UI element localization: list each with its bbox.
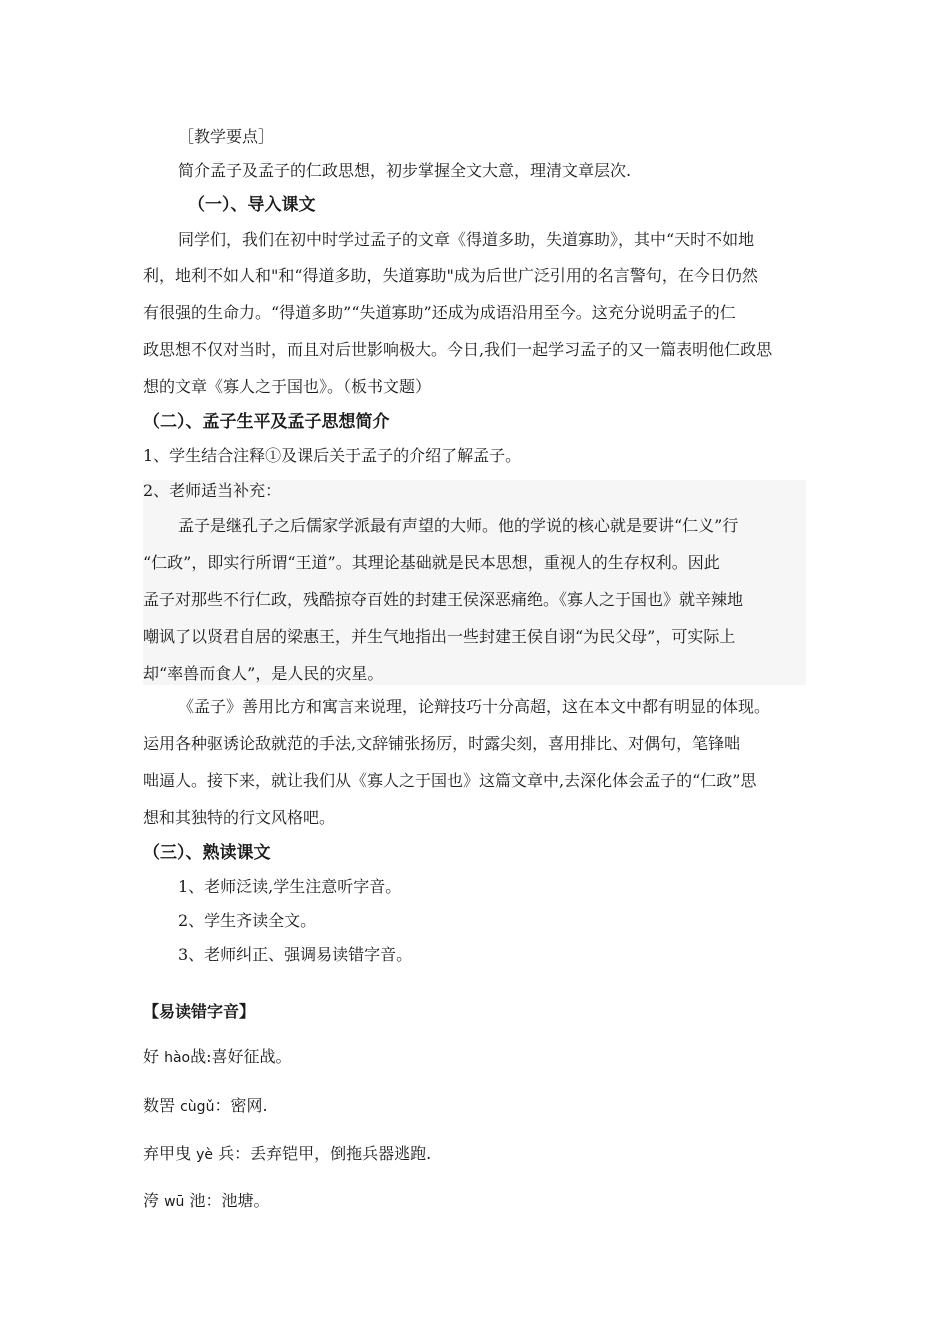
section2-item2: 2、老师适当补充： — [143, 481, 282, 500]
pronunciation-entry — [143, 1143, 431, 1166]
pronunciation-pinyin: hào — [164, 1050, 191, 1066]
pronunciation-meaning: 池：池塘。 — [189, 1191, 270, 1210]
supplement-line: 孟子是继孔子之后儒家学派最有声望的大师。他的学说的核心就是要讲“仁义”行 — [178, 516, 739, 535]
pronunciation-meaning: 战:喜好征战。 — [190, 1047, 292, 1066]
section3-heading: （三）、熟读课文 — [143, 843, 271, 863]
supplement-line: 却“率兽而食人”，是人民的灾星。 — [143, 664, 384, 683]
supplement-line: 孟子对那些不行仁政，残酷掠夺百姓的封建王侯深恶痛绝。《寡人之于国也》就辛辣地 — [143, 590, 744, 609]
section2-item1: 1、学生结合注释①及课后关于孟子的介绍了解孟子。 — [143, 446, 522, 465]
pronunciation-heading: 【易读错字音】 — [143, 1002, 256, 1021]
section1-line: 想的文章《寡人之于国也》。（板书文题） — [143, 377, 432, 396]
pronunciation-entry — [143, 1046, 292, 1069]
style-line: 想和其独特的行文风格吧。 — [143, 808, 336, 827]
section1-line: 政思想不仅对当时，而且对后世影响极大。今日,我们一起学习孟子的又一篇表明他仁政思 — [143, 340, 773, 359]
section1-line: 利，地利不如人和"和“得道多助，失道寡助"成为后世广泛引用的名言警句，在今日仍然 — [143, 266, 758, 285]
pronunciation-word: 洿 — [143, 1191, 160, 1210]
pronunciation-word: 好 — [143, 1047, 160, 1066]
pronunciation-entry — [143, 1095, 268, 1118]
teaching-points-text: 简介孟子及孟子的仁政思想，初步掌握全文大意，理清文章层次. — [178, 161, 632, 180]
section3-item: 2、学生齐读全文。 — [178, 911, 317, 930]
pronunciation-meaning: ：密网. — [214, 1096, 268, 1115]
style-line: 运用各种驱诱论敌就范的手法,文辞铺张扬厉，时露尖刻，喜用排比、对偶句，笔锋咄 — [143, 734, 741, 753]
section3-item: 3、老师纠正、强调易读错字音。 — [178, 945, 413, 964]
pronunciation-word: 弃甲曳 — [143, 1144, 192, 1163]
style-line: 咄逼人。接下来，就让我们从《寡人之于国也》这篇文章中,去深化体会孟子的“仁政”思 — [143, 771, 757, 790]
teaching-points-label: ［教学要点］ — [178, 127, 275, 146]
highlighted-block-background — [143, 480, 806, 685]
section1-line: 同学们，我们在初中时学过孟子的文章《得道多助，失道寡助》，其中“天时不如地 — [178, 230, 755, 249]
pronunciation-word: 数罟 — [143, 1096, 176, 1115]
supplement-line: “仁政”，即实行所谓“王道”。其理论基础就是民本思想，重视人的生存权利。因此 — [143, 553, 720, 572]
supplement-line: 嘲讽了以贤君自居的梁惠王，并生气地指出一些封建王侯自诩“为民父母”，可实际上 — [143, 627, 736, 646]
section1-heading: （一）、导入课文 — [188, 195, 316, 215]
pronunciation-meaning: 兵：丢弃铠甲，倒拖兵器逃跑. — [218, 1144, 432, 1163]
style-line: 《孟子》善用比方和寓言来说理，论辩技巧十分高超，这在本文中都有明显的体现。 — [178, 697, 771, 716]
pronunciation-entry — [143, 1190, 270, 1213]
pronunciation-pinyin: cùgǔ — [180, 1099, 215, 1115]
section2-heading: （二）、孟子生平及孟子思想简介 — [143, 412, 390, 432]
section3-item: 1、老师泛读,学生注意听字音。 — [178, 877, 402, 896]
pronunciation-pinyin: wū — [164, 1194, 185, 1210]
pronunciation-pinyin: yè — [196, 1147, 214, 1163]
section1-line: 有很强的生命力。“得道多助”“失道寡助”还成为成语沿用至今。这充分说明孟子的仁 — [143, 303, 736, 322]
